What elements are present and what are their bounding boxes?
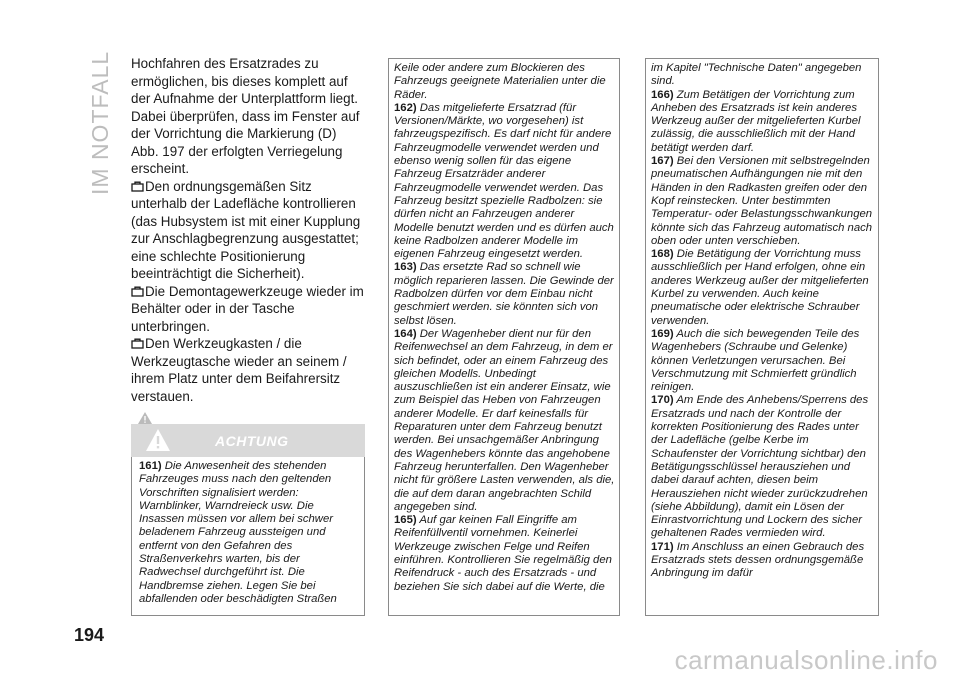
warning-note-168: 168) Die Betätigung der Vorrichtung muss ausschließlich per Hand erfolgen, ohne ein anderes Werkzeug außer der mitgelieferten Kurbel zu verwenden. Auch keine pneumatische oder elektrische Schrauber verwenden.	[651, 248, 869, 327]
chapter-title-text	[62, 50, 122, 200]
warning-note-170: 170) Am Ende des Anhebens/Sperrens des Ersatzrads und nach der Kontrolle der korrekten Positionierung des Rades unter der Ladefläche (gelbe Kerbe im Schaufenster der Vorrichtung sichtbar) den Betätigungsschlüssel herausziehen und dabei darauf achten, diesen beim Herausziehen nicht wieder zurückzudrehen (siehe Abbildung), damit ein Lösen der Einrastvorrichtung und Lockern des sicher gehaltenen Rades vermieden wird.	[651, 394, 869, 540]
tool-bag-icon	[131, 181, 144, 192]
warning-note-166: 166) Zum Betätigen der Vorrichtung zum Anheben des Ersatzrads ist kein anderes Werkzeug außer der mitgelieferten Kurbel zulässig, die ausschließlich mit der Hand betätigt werden darf.	[651, 88, 861, 154]
warning-note-167: 167) Bei den Versionen mit selbstregelnden pneumatischen Aufhängungen nie mit den Händen in den Radkasten greifen oder den Kopf reinstecken. Unter bestimmten Temperatur- oder Belastungsschwankungen könnte sich das Fahrzeug automatisch nach oben oder unten verschieben.	[651, 155, 873, 247]
step-item: Den ordnungsgemäßen Sitz unterhalb der Ladefläche kontrollieren (das Hubsystem ist mit einer Kupplung zur Anschlagbegrenzung ausgestattet; eine schlechte Positionierung beeinträchtigt die Sicherheit).	[131, 178, 361, 281]
instructions-column	[131, 55, 365, 433]
warning-title: ACHTUNG	[215, 433, 289, 449]
warning-continuation-column-2	[645, 58, 879, 616]
intro-paragraph: Hochfahren des Ersatzrades zu ermöglichen, bis dieses komplett auf der Aufnahme der Unterplattform liegt. Dabei überprüfen, dass im Fenster auf der Vorrichtung die Markierung (D) Abb. 197 der erfolgten Verriegelung erscheint.	[131, 56, 360, 176]
warning-continuation-column	[388, 58, 620, 616]
svg-text:IM NOTFALL: IM NOTFALL	[87, 50, 113, 195]
warning-body	[131, 457, 365, 616]
warning-note-164: 164) Der Wagenheber dient nur für den Reifenwechsel an dem Fahrzeug, in dem er sich befindet, oder an einem Fahrzeug des gleichen Modells. Unbedingt auszuschließen ist ein anderer Einsatz, wie zum Beispiel das Heben von Fahrzeugen anderer Modelle. Er darf keinesfalls für Reparaturen unter dem Fahrzeug benutzt werden. Bei unsachgemäßer Anbringung des Wagenhebers könnte das angehobene Fahrzeug herunterfallen. Den Wagenheber nicht für größere Lasten verwenden, als die, die auf dem daran angebrachten Schild angegeben sind.	[394, 327, 615, 513]
warning-header	[131, 424, 365, 457]
chapter-title	[62, 50, 122, 200]
watermark: carmanualsonline.info	[674, 645, 938, 675]
step-item: Die Demontagewerkzeuge wieder im Behälter oder in der Tasche unterbringen.	[131, 283, 364, 334]
page-number: 194	[74, 625, 105, 645]
warning-note-163: 163) Das ersetzte Rad so schnell wie möglich reparieren lassen. Die Gewinde der Radbolzen dürfen vor dem Einbau nicht geschmiert werden. sie könnten sich von selbst lösen.	[394, 261, 614, 327]
tool-bag-icon	[131, 286, 144, 297]
warning-note-161: 161) Die Anwesenheit des stehenden Fahrzeuges muss nach den geltenden Vorschriften signalisiert werden: Warnblinker, Warndreieck usw. Die Insassen müssen vor allem bei schwer beladenem Fahrzeug aussteigen und entfernt von den Gefahren des Straßenverkehrs warten, bis der Radwechsel durchgeführt ist. Die Handbremse ziehen. Legen Sie bei abfallenden oder beschädigten Straßen	[139, 460, 337, 605]
continuation-text: Keile oder andere zum Blockieren des Fahrzeugs geeignete Materialien unter die Räder.	[394, 62, 606, 101]
warning-note-162: 162) Das mitgelieferte Ersatzrad (für Versionen/Märkte, wo vorgesehen) ist fahrzeugspezifisch. Es darf nicht für andere Fahrzeugmodelle verwendet werden und ebenso wenig sollen für das eigene Fahrzeug Ersatzräder anderer Fahrzeugmodelle verwendet werden. Das Fahrzeug besitzt spezielle Radbolzen: sie dürfen nicht an Fahrzeugen anderer Modelle benutzt werden und es dürfen auch keine Radbolzen anderer Modelle im eigenen Fahrzeug eingesetzt werden.	[394, 101, 614, 261]
tool-bag-icon	[131, 338, 144, 349]
warning-box	[131, 424, 365, 615]
warning-note-169: 169) Auch die sich bewegenden Teile des Wagenhebers (Schraube und Gelenke) können Verletzungen verursachen. Bei Verschmutzung mit Schmierfett gründlich reinigen.	[651, 327, 860, 394]
warning-triangle-icon	[145, 428, 171, 452]
step-item: Den Werkzeugkasten / die Werkzeugtasche wieder an seinem / ihrem Platz unter dem Beifahrersitz verstauen.	[131, 336, 347, 404]
warning-note-171: 171) Im Anschluss an einen Gebrauch des Ersatzrads stets dessen ordnungsgemäße Anbringung im dafür	[651, 540, 865, 580]
warning-note-165: 165) Auf gar keinen Fall Eingriffe am Reifenfüllventil vornehmen. Keinerlei Werkzeuge zwischen Felge und Reifen einführen. Kontrollieren Sie regelmäßig den Reifendruck - auch des Ersatzrads - und beziehen Sie sich dabei auf die Werte, die	[394, 514, 612, 593]
warning-triangle-icon	[137, 411, 153, 425]
continuation-text: im Kapitel "Technische Daten" angegeben sind.	[651, 62, 862, 88]
